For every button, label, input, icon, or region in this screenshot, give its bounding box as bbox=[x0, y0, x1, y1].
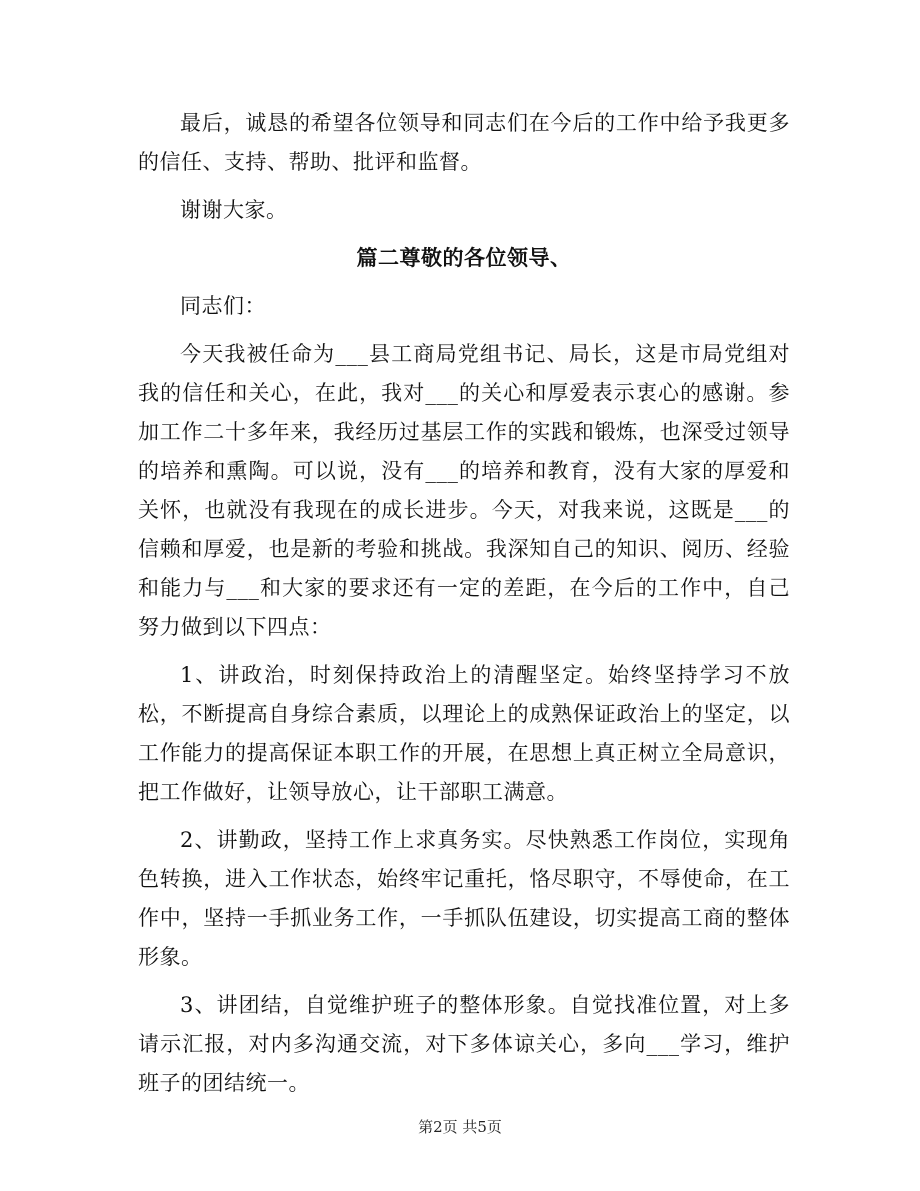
thanks-paragraph: 谢谢大家。 bbox=[180, 198, 288, 222]
closing-paragraph: 最后，诚恳的希望各位领导和同志们在今后的工作中给予我更多的信任、支持、帮助、批评和监督。 bbox=[138, 111, 790, 174]
point-1-paragraph: 1、讲政治，时刻保持政治上的清醒坚定。始终坚持学习不放松，不断提高自身综合素质，以理论上的成熟保证政治上的坚定，以工作能力的提高保证本职工作的开展，在思想上真正树立全局意识，把工作做好，让领导放心，让干部职工满意。 bbox=[138, 663, 790, 804]
salutation-paragraph: 同志们： bbox=[180, 294, 266, 318]
point-2-paragraph: 2、讲勤政，坚持工作上求真务实。尽快熟悉工作岗位，实现角色转换，进入工作状态，始终牢记重托，恪尽职守，不辱使命，在工作中，坚持一手抓业务工作，一手抓队伍建设，切实提高工商的整体形象。 bbox=[138, 828, 790, 969]
document-page bbox=[138, 104, 790, 1103]
intro-paragraph: 今天我被任命为___县工商局党组书记、局长，这是市局党组对我的信任和关心，在此，我对___的关心和厚爱表示衷心的感谢。参加工作二十多年来，我经历过基层工作的实践和锻炼，也深受过领导的培养和熏陶。可以说，没有___的培养和教育，没有大家的厚爱和关怀，也就没有我现在的成长进步。今天，对我来说，这既是___的信赖和厚爱，也是新的考验和挑战。我深知自己的知识、阅历、经验和能力与___和大家的要求还有一定的差距，在今后的工作中，自己努力做到以下四点： bbox=[138, 342, 790, 639]
page-number-footer: 第2页 共5页 bbox=[418, 1118, 502, 1136]
section-heading: 篇二尊敬的各位领导、 bbox=[356, 246, 572, 270]
point-3-paragraph: 3、讲团结，自觉维护班子的整体形象。自觉找准位置，对上多请示汇报，对内多沟通交流，对下多体谅关心，多向___学习，维护班子的团结统一。 bbox=[138, 993, 790, 1095]
